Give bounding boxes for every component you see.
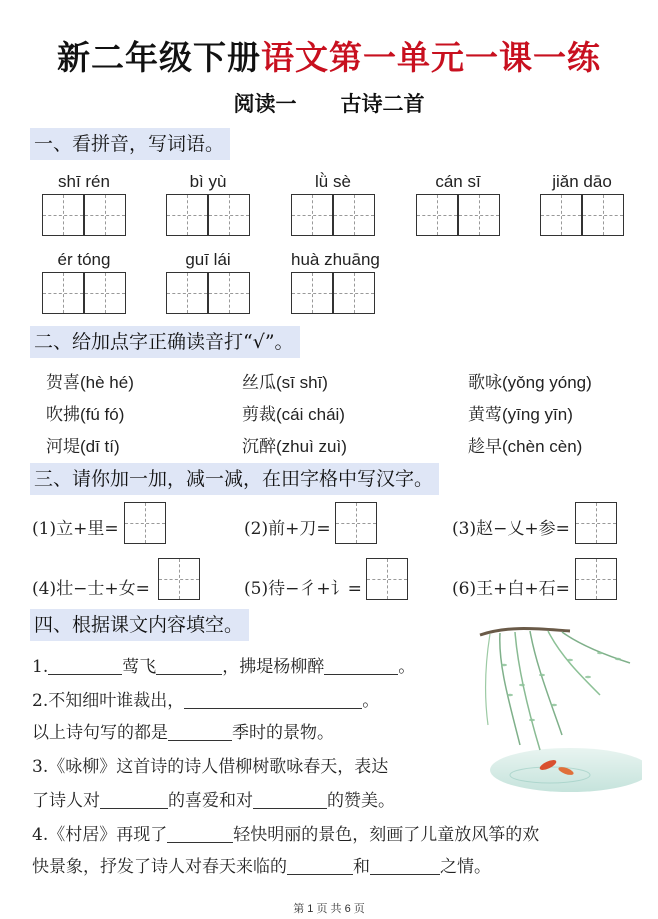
- willow-illustration: [470, 625, 642, 795]
- pinyin-4: cán sī: [435, 172, 481, 191]
- title-grade: 新二年级下册: [57, 38, 261, 77]
- tian-box[interactable]: [291, 194, 333, 236]
- poem-label: 古诗二首: [340, 92, 425, 116]
- tian-box[interactable]: [333, 194, 375, 236]
- answer-blank[interactable]: [324, 657, 398, 675]
- lesson-subtitle: [0, 88, 658, 118]
- fill-line-1: 1. 莺飞 ，拂堤杨柳醉 。: [32, 657, 416, 677]
- answer-blank[interactable]: [253, 791, 327, 809]
- answer-blank[interactable]: [370, 857, 440, 875]
- tian-box[interactable]: [42, 272, 84, 314]
- answer-blank[interactable]: [48, 657, 122, 675]
- tian-box[interactable]: [158, 558, 200, 600]
- calc-expression: (6)王+白+石=: [452, 579, 570, 599]
- tian-box[interactable]: [335, 502, 377, 544]
- tian-box[interactable]: [575, 558, 617, 600]
- reading-item[interactable]: 趁早(chèn cèn): [468, 437, 583, 457]
- pinyin-8: huà zhuāng: [291, 250, 380, 269]
- answer-blank[interactable]: [156, 657, 222, 675]
- tian-box[interactable]: [166, 272, 208, 314]
- tian-box[interactable]: [291, 272, 333, 314]
- reading-item[interactable]: 贺喜(hè hé): [46, 373, 134, 393]
- reading-item[interactable]: 黄莺(yīng yīn): [468, 405, 573, 425]
- tian-box[interactable]: [416, 194, 458, 236]
- tian-box[interactable]: [84, 194, 126, 236]
- section-4-heading: 四、根据课文内容填空。: [30, 609, 249, 641]
- section-2-heading: 二、给加点字正确读音打“√”。: [30, 326, 300, 358]
- answer-blank[interactable]: [100, 791, 168, 809]
- title-subject: 语文第一单元一课一练: [261, 38, 601, 77]
- pinyin-6: ér tóng: [57, 250, 111, 269]
- answer-blank[interactable]: [167, 825, 233, 843]
- tian-box[interactable]: [208, 272, 250, 314]
- tian-box[interactable]: [208, 194, 250, 236]
- tian-box[interactable]: [124, 502, 166, 544]
- fill-line-2: 2.不知细叶谁裁出， 。: [32, 691, 380, 711]
- reading-item[interactable]: 剪裁(cái chái): [242, 405, 345, 425]
- fill-line-4: 3.《咏柳》这首诗的诗人借柳树歌咏春天，表达: [32, 757, 389, 777]
- calc-expression: (3)赵−乂+参=: [452, 519, 570, 539]
- answer-blank[interactable]: [184, 691, 362, 709]
- reading-item[interactable]: 歌咏(yǒng yóng): [468, 373, 592, 393]
- page-footer: 第 1 页 共 6 页: [293, 903, 365, 915]
- pinyin-5: jiǎn dāo: [552, 172, 612, 191]
- tian-box[interactable]: [333, 272, 375, 314]
- calc-expression: (5)待−彳+讠=: [244, 579, 362, 599]
- reading-item[interactable]: 丝瓜(sī shī): [242, 373, 328, 393]
- reading-item[interactable]: 沉醉(zhuì zuì): [242, 437, 347, 457]
- calc-expression: (4)壮−士+女=: [32, 579, 150, 599]
- tian-box[interactable]: [366, 558, 408, 600]
- pinyin-1: shī rén: [58, 172, 110, 191]
- answer-blank[interactable]: [168, 723, 232, 741]
- calc-expression: (1)立+里=: [32, 519, 119, 539]
- tian-box[interactable]: [166, 194, 208, 236]
- reading-item[interactable]: 河堤(dī tí): [46, 437, 120, 457]
- fill-line-6: 4.《村居》再现了 轻快明丽的景色，刻画了儿童放风筝的欢: [32, 825, 540, 845]
- tian-box[interactable]: [540, 194, 582, 236]
- fill-line-3: 以上诗句写的都是 季时的景物。: [32, 723, 334, 743]
- tian-box[interactable]: [84, 272, 126, 314]
- pinyin-2: bì yù: [189, 172, 227, 191]
- lesson-label: 阅读一: [233, 92, 297, 116]
- tian-box[interactable]: [458, 194, 500, 236]
- fill-line-7: 快景象，抒发了诗人对春天来临的 和 之情。: [32, 857, 491, 877]
- tian-box[interactable]: [575, 502, 617, 544]
- tian-box[interactable]: [582, 194, 624, 236]
- reading-item[interactable]: 吹拂(fú fó): [46, 405, 125, 425]
- fill-line-5: 了诗人对 的喜爱和对 的赞美。: [32, 791, 395, 811]
- pinyin-7: guī lái: [185, 250, 231, 269]
- section-3-heading: 三、请你加一加，减一减，在田字格中写汉字。: [30, 463, 439, 495]
- answer-blank[interactable]: [287, 857, 353, 875]
- section-1-heading: 一、看拼音，写词语。: [30, 128, 230, 160]
- page-title: [0, 32, 658, 79]
- calc-expression: (2)前+刀=: [244, 519, 331, 539]
- tian-box[interactable]: [42, 194, 84, 236]
- pinyin-3: lǜ sè: [315, 172, 351, 191]
